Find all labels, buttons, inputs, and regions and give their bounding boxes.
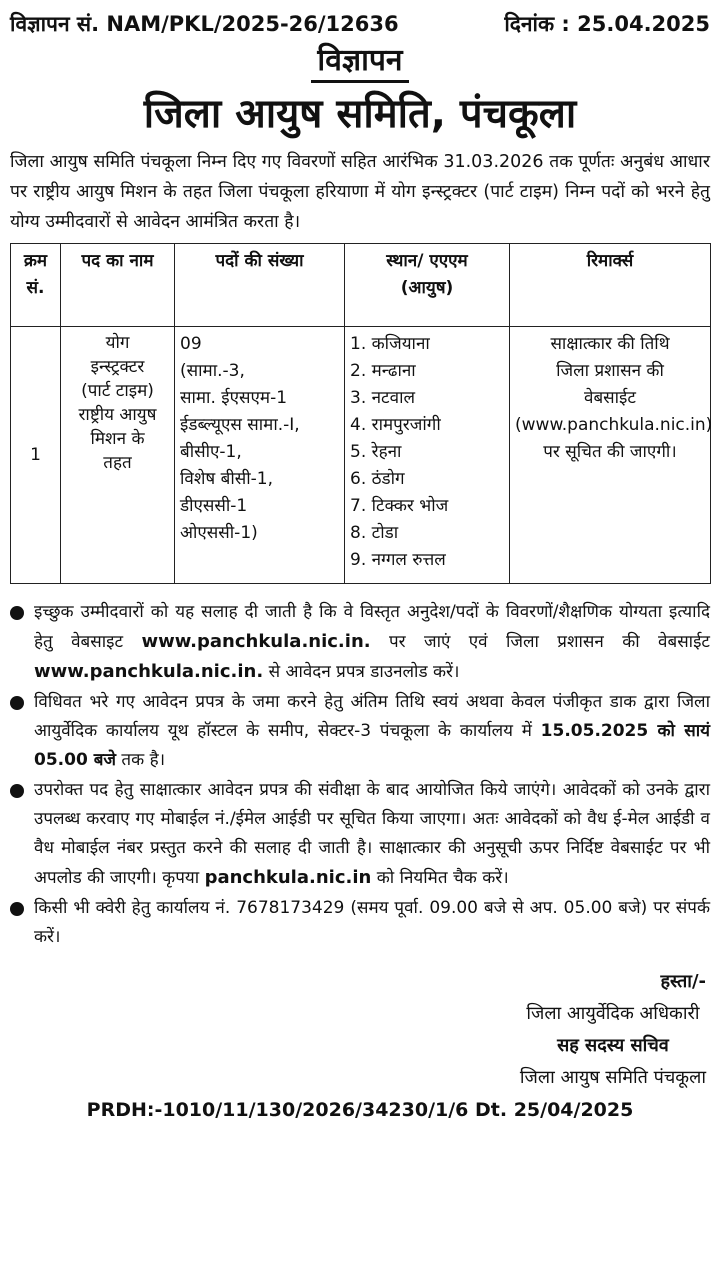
header-serial-line1: क्रम [23, 251, 48, 271]
instruction-text: किसी भी क्वेरी हेतु कार्यालय नं. 7678173429 (समय पूर्वा. 09.00 बजे से अप. 05.00 बजे) पर संपर्क करें। [34, 898, 710, 947]
header-post-name: पद का नाम [61, 244, 175, 327]
instruction-fragment: को नियमित चैक करें। [376, 868, 509, 888]
cell-locations [345, 327, 510, 584]
header-serial [11, 244, 61, 327]
post-name-line: राष्ट्रीय आयुष [78, 405, 157, 425]
count-line: सामा. ईएसएम-1 [180, 388, 288, 408]
remarks-line: साक्षात्कार की तिथि [550, 334, 670, 354]
header-location-line1: स्थान/ एएएम [386, 251, 468, 271]
signed-text: हस्ता/- [660, 971, 706, 992]
website-text: www.panchkula.nic.in. [141, 631, 371, 652]
location-item: 7. टिक्कर भोज [350, 496, 449, 516]
remarks-line: वेबसाईट [584, 388, 636, 408]
bullet-icon [10, 902, 24, 916]
post-name-line: योग [105, 333, 130, 353]
instruction-fragment: विधिवत भरे गए आवेदन प्रपत्र के जमा करने हेतु अंतिम तिथि स्वयं अथवा केवल पंजीकृत डाक द्वारा जिला आयुर्वेदिक कार्यालय यूथ हॉस्टल के समीप, सेक्टर-3 पंचकूला के कार्यालय में [34, 692, 710, 741]
cell-post-name [61, 327, 175, 584]
header-location [345, 244, 510, 327]
posts-table [10, 243, 711, 584]
cell-post-count [175, 327, 345, 584]
list-item [10, 598, 710, 687]
location-item: 4. रामपुरजांगी [350, 415, 441, 435]
ad-date: दिनांक : 25.04.2025 [504, 12, 710, 36]
count-line: ओएससी-1) [180, 523, 258, 543]
table-header-row [11, 244, 711, 327]
instructions-list [10, 598, 710, 952]
post-name-line: इन्स्ट्रक्टर [90, 357, 145, 377]
instruction-fragment: उपरोक्त पद हेतु साक्षात्कार आवेदन प्रपत्र की संवीक्षा के बाद आयोजित किये जाएंगे। आवेदकों को उनके द्वारा उपलब्ध करवाए गए मोबाईल नं./ईमेल आईडी पर सूचित किया जाएगा। अतः आवेदकों को वैध ई-मेल आईडी व वैध मोबाईल नंबर प्रस्तुत करने की सलाह दी जाती है। साक्षात्कार की अनुसूची ऊपर निर्दिष्ट वेबसाईट पर भी अपलोड की जाएगी। कृपया [34, 780, 710, 888]
website-text: panchkula.nic.in [204, 867, 372, 888]
remarks-line: पर सूचित की जाएगी। [543, 442, 677, 462]
count-line: बीसीए-1, [180, 442, 242, 462]
count-line: विशेष बीसी-1, [180, 469, 274, 489]
instruction-text [34, 598, 710, 687]
website-text: www.panchkula.nic.in. [34, 661, 264, 682]
count-line: ईडब्ल्यूएस सामा.-I, [180, 415, 300, 435]
location-item: 9. नग्गल रुत्तल [350, 550, 446, 570]
location-item: 6. ठंडोग [350, 469, 405, 489]
cell-serial: 1 [11, 327, 61, 584]
office: जिला आयुष समिति पंचकूला [519, 1067, 706, 1088]
designation: जिला आयुर्वेदिक अधिकारी [526, 1003, 700, 1024]
instruction-fragment: इच्छुक उम्मीदवारों को यह सलाह दी जाती है कि वे विस्तृत अनुदेश/पदों के विवरणों/शैक्षणिक योग्यता इत्यादि हेतु वेबसाइट [34, 602, 710, 652]
remarks-line: जिला प्रशासन की [556, 361, 664, 381]
instruction-fragment: से आवेदन प्रपत्र डाउनलोड करें। [268, 662, 460, 682]
location-item: 5. रेहना [350, 442, 402, 462]
header-location-line2: (आयुष) [400, 278, 454, 298]
header-post-count: पदों की संख्या [175, 244, 345, 327]
list-item [10, 688, 710, 775]
post-name-line: मिशन के [90, 429, 145, 449]
count-line: (सामा.-3, [180, 361, 245, 381]
bullet-icon [10, 696, 24, 710]
post-name-line: तहत [103, 453, 132, 473]
cell-remarks [510, 327, 711, 584]
post-name-line: (पार्ट टाइम) [81, 381, 154, 401]
intro-paragraph: जिला आयुष समिति पंचकूला निम्न दिए गए विवरणों सहित आरंभिक 31.03.2026 तक पूर्णतः अनुबंध आधार पर राष्ट्रीय आयुष मिशन के तहत जिला पंचकूला हरियाणा में योग इन्स्ट्रक्टर (पार्ट टाइम) निम्न पदों को भरने हेतु योग्य उम्मीदवारों से आवेदन आमंत्रित करता है। [10, 152, 710, 232]
instruction-fragment: पर जाएं एवं जिला प्रशासन की वेबसाईट [388, 632, 711, 652]
location-item: 3. नटवाल [350, 388, 416, 408]
notice-title: विज्ञापन [311, 42, 408, 83]
prdh-footer: PRDH:-1010/11/130/2026/34230/1/6 Dt. 25/04/2025 [86, 1099, 634, 1121]
table-row [11, 327, 711, 584]
list-item [10, 776, 710, 893]
header-row [10, 8, 710, 40]
ad-number: विज्ञापन सं. NAM/PKL/2025-26/12636 [10, 12, 399, 36]
bullet-icon [10, 784, 24, 798]
bullet-icon [10, 606, 24, 620]
notice-title-wrap [10, 42, 710, 83]
header-serial-line2: सं. [26, 278, 45, 298]
deadline-text: 15.05.2025 को सायं 05.00 बजे [34, 721, 710, 770]
list-item [10, 894, 710, 952]
signatory [520, 998, 706, 1094]
header-remarks: रिमार्क्स [510, 244, 711, 327]
location-item: 1. कजियाना [350, 334, 430, 354]
remarks-line: (www.panchkula.nic.in) [515, 415, 713, 435]
role: सह सदस्य सचिव [557, 1035, 669, 1056]
count-line: 09 [180, 334, 202, 354]
count-line: डीएससी-1 [180, 496, 248, 516]
instruction-fragment: तक है। [121, 750, 166, 770]
organization-title: जिला आयुष समिति, पंचकूला [143, 91, 577, 137]
instruction-text [34, 776, 710, 893]
location-item: 8. टोडा [350, 523, 399, 543]
signature-block [10, 966, 710, 1094]
instruction-text [34, 688, 710, 775]
location-item: 2. मन्ढाना [350, 361, 416, 381]
